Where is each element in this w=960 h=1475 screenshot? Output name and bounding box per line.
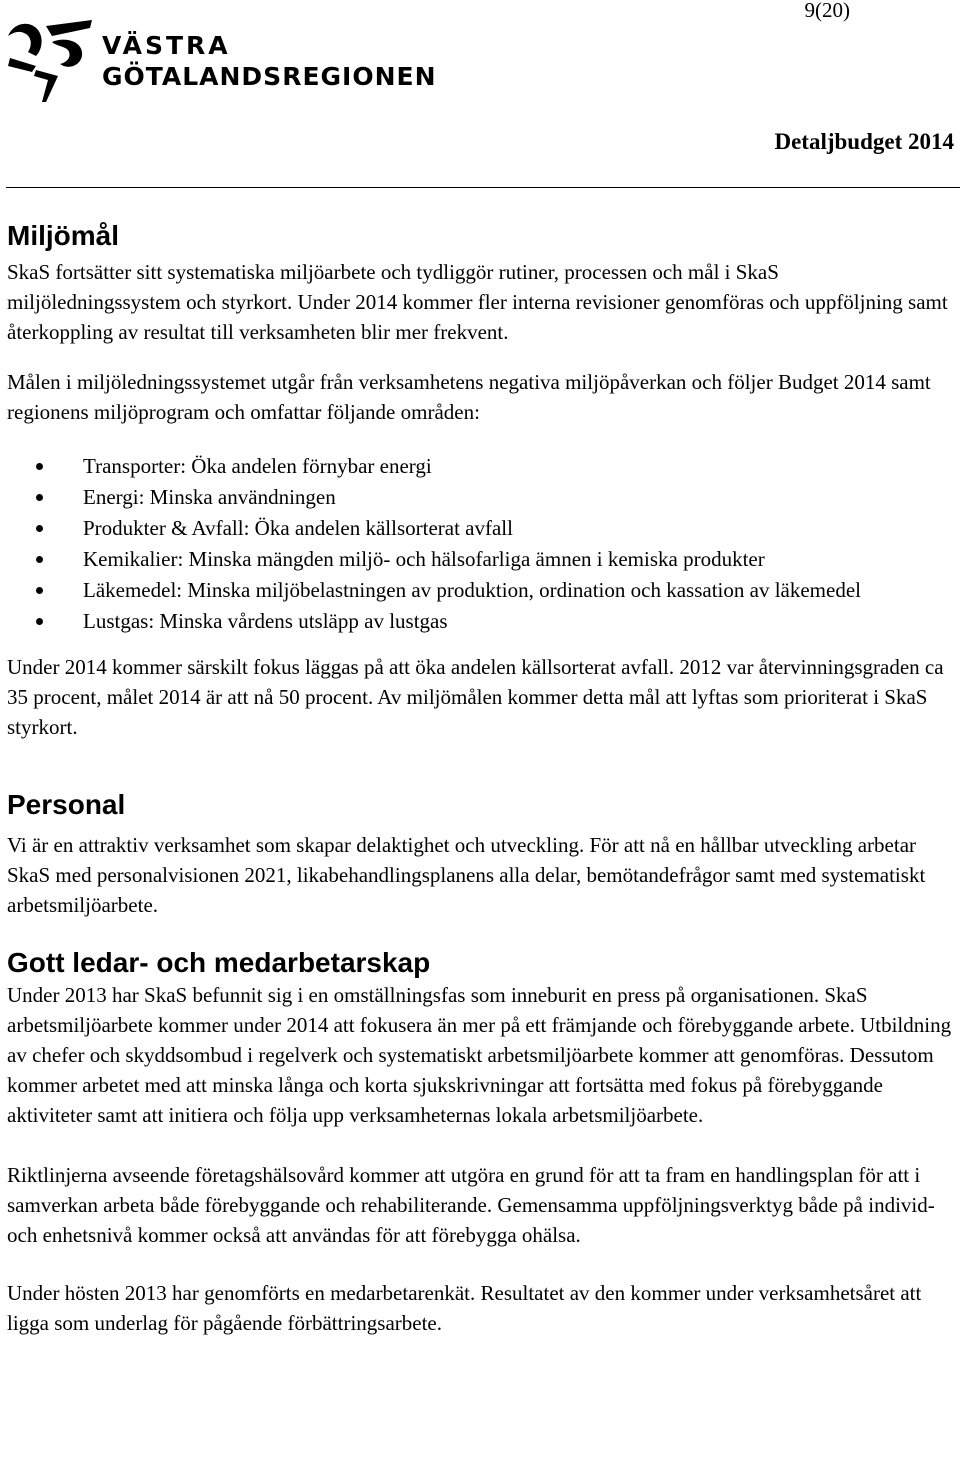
region-logo — [6, 18, 437, 104]
document-body — [7, 215, 955, 1338]
paragraph-miljomal-focus: Under 2014 kommer särskilt fokus läggas på att öka andelen källsorterat avfall. 2012 var återvinningsgraden ca 35 procent, målet 2014 är att nå 50 procent. Av miljömålen kommer detta mål att lyftas som prioriterat i SkaS styrkort. — [7, 655, 944, 739]
list-item — [7, 575, 955, 605]
goal-text: Lustgas: Minska vårdens utsläpp av lustgas — [83, 609, 448, 633]
list-item — [7, 482, 955, 512]
goal-text: Läkemedel: Minska miljöbelastningen av produktion, ordination och kassation av läkemedel — [83, 578, 861, 602]
region-logo-mark-icon — [6, 18, 96, 104]
list-item — [7, 451, 955, 481]
bullet-icon — [36, 587, 43, 594]
bullet-icon — [36, 525, 43, 532]
goal-text: Transporter: Öka andelen förnybar energi — [83, 454, 432, 478]
bullet-icon — [36, 494, 43, 501]
paragraph-ledarskap-3: Under hösten 2013 har genomförts en medarbetarenkät. Resultatet av den kommer under verksamhetsåret att ligga som underlag för pågående förbättringsarbete. — [7, 1281, 922, 1335]
logo-text-line1: VÄSTRA — [102, 31, 231, 60]
paragraph-miljomal-intro: SkaS fortsätter sitt systematiska miljöarbete och tydliggör rutiner, processen och mål i SkaS miljöledningssystem och styrkort. Under 2014 kommer fler interna revisioner genomföras och uppföljning samt återkoppling av resultat till verksamheten blir mer frekvent. — [7, 260, 948, 344]
list-item — [7, 544, 955, 574]
paragraph-personal: Vi är en attraktiv verksamhet som skapar delaktighet och utveckling. För att nå en hållbar utveckling arbetar SkaS med personalvisionen 2021, likabehandlingsplanens alla delar, bemötandefrågor samt med systematiskt arbetsmiljöarbete. — [7, 833, 926, 917]
goals-list — [7, 451, 955, 636]
goal-text: Produkter & Avfall: Öka andelen källsorterat avfall — [83, 516, 513, 540]
heading-personal: Personal — [7, 789, 126, 820]
logo-text-line2: GÖTALANDSREGIONEN — [102, 62, 437, 91]
header-divider — [6, 187, 960, 188]
goal-text: Energi: Minska användningen — [83, 485, 336, 509]
heading-ledarskap: Gott ledar- och medarbetarskap — [7, 947, 431, 978]
list-item — [7, 606, 955, 636]
paragraph-ledarskap-2: Riktlinjerna avseende företagshälsovård kommer att utgöra en grund för att ta fram en handlingsplan för att i samverkan arbeta både förebyggande och rehabiliterande. Gemensamma uppföljningsverktyg både på individ- och enhetsnivå kommer också att användas för att förebygga ohälsa. — [7, 1163, 935, 1247]
paragraph-miljomal-goals-intro: Målen i miljöledningssystemet utgår från verksamhetens negativa miljöpåverkan och följer Budget 2014 samt regionens miljöprogram och omfattar följande områden: — [7, 370, 931, 424]
paragraph-ledarskap-1: Under 2013 har SkaS befunnit sig i en omställningsfas som inneburit en press på organisationen. SkaS arbetsmiljöarbete kommer under 2014 att fokusera än mer på ett främjande och förebyggande arbete. Utbildning av chefer och skyddsombud i regelverk och systematiskt arbetsmiljöarbete kommer att genomföras. Dessutom kommer arbetet med att minska långa och korta sjukskrivningar att fortsätta med fokus på förebyggande aktiviteter samt att initiera och följa upp verksamheternas lokala arbetsmiljöarbete. — [7, 983, 952, 1127]
list-item — [7, 513, 955, 543]
goal-text: Kemikalier: Minska mängden miljö- och hälsofarliga ämnen i kemiska produkter — [83, 547, 765, 571]
bullet-icon — [36, 556, 43, 563]
bullet-icon — [36, 463, 43, 470]
bullet-icon — [36, 618, 43, 625]
heading-miljomal: Miljömål — [7, 220, 120, 251]
document-title: Detaljbudget 2014 — [774, 129, 954, 154]
page-number: 9(20) — [804, 0, 850, 22]
